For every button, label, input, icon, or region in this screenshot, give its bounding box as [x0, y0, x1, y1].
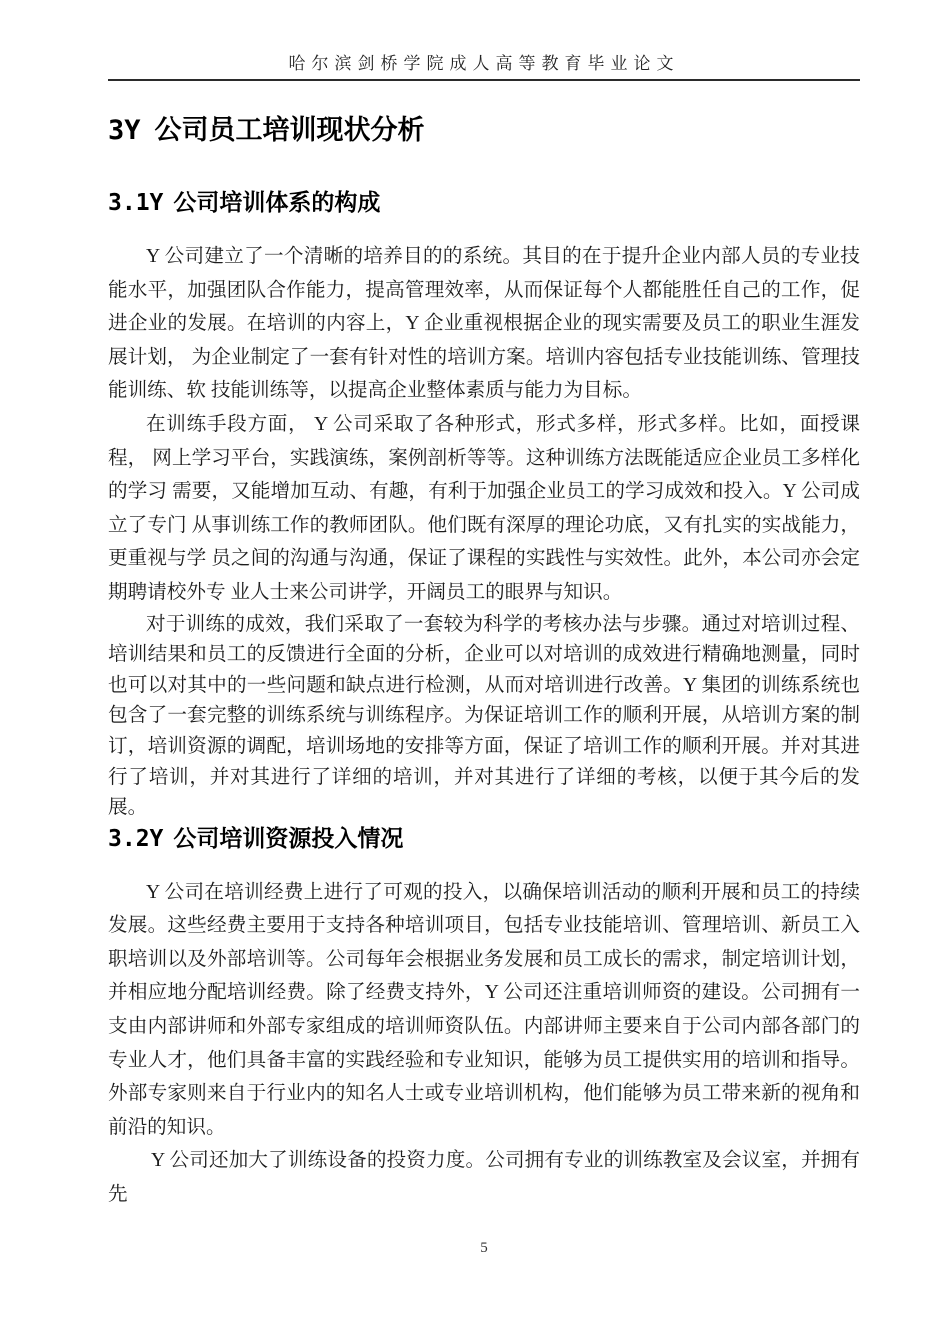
- paragraph-3-2-2: Y 公司还加大了训练设备的投资力度。公司拥有专业的训练教室及会议室，并拥有先: [108, 1150, 860, 1206]
- paragraph-3-1-2: 在训练手段方面， Y 公司采取了各种形式，形式多样，形式多样。比如，面授课程， 网上学习平台，实践演练，案例剖析等等。这种训练方法既能适应企业员工多样化的学习 需要，又能增加互动、有趣，有利于加强企业员工的学习成效和投入。Y 公司成立了专门 从事训练工作的教师团队。他们既有深厚的理论功底，又有扎实的实战能力，更重视与学 员之间的沟通与沟通，保证了课程的实践性与实效性。此外，本公司亦会定期聘请校外专 业人士来公司讲学，开阔员工的眼界与知识。: [108, 413, 860, 603]
- page-content: [108, 0, 860, 1212]
- chapter-number: 3Y: [108, 115, 141, 146]
- section-heading-3-1: [108, 188, 860, 218]
- paragraph-3-1-3: 对于训练的成效，我们采取了一套较为科学的考核办法与步骤。通过对培训过程、培训结果和员工的反馈进行全面的分析，企业可以对培训的成效进行精确地测量，同时也可以对其中的一些问题和缺点进行检测，从而对培训进行改善。Y 集团的训练系统也包含了一套完整的训练系统与训练程序。为保证培训工作的顺利开展，从培训方案的制订，培训资源的调配，培训场地的安排等方面，保证了培训工作的顺利开展。并对其进行了培训，并对其进行了详细的培训，并对其进行了详细的考核，以便于其今后的发展。: [108, 613, 860, 819]
- paragraph-3-2-1: Y 公司在培训经费上进行了可观的投入，以确保培训活动的顺利开展和员工的持续发展。这些经费主要用于支持各种培训项目，包括专业技能培训、管理培训、新员工入职培训以及外部培训等。公司每年会根据业务发展和员工成长的需求，制定培训计划，并相应地分配培训经费。除了经费支持外，Y 公司还注重培训师资的建设。公司拥有一支由内部讲师和外部专家组成的培训师资队伍。内部讲师主要来自于公司内部各部门的专业人才，他们具备丰富的实践经验和专业知识，能够为员工提供实用的培训和指导。外部专家则来自于行业内的知名人士或专业培训机构，他们能够为员工带来新的视角和前沿的知识。: [108, 881, 860, 1138]
- section-3-2-title: 公司培训资源投入情况: [173, 825, 404, 852]
- paragraph-3-1-1: Y 公司建立了一个清晰的培养目的的系统。其目的在于提升企业内部人员的专业技能水平，加强团队合作能力，提高管理效率，从而保证每个人都能胜任自己的工作，促进企业的发展。在培训的内容上，Y 企业重视根据企业的现实需要及员工的职业生涯发展计划， 为企业制定了一套有针对性的培训方案。培训内容包括专业技能训练、管理技能训练、软 技能训练等，以提高企业整体素质与能力为目标。: [108, 246, 860, 402]
- chapter-heading: [108, 114, 860, 148]
- section-3-1-number: 3.1Y: [108, 190, 164, 216]
- page-header: [108, 54, 860, 81]
- header-title: 哈尔滨剑桥学院成人高等教育毕业论文: [288, 54, 680, 73]
- page-footer: [108, 1240, 860, 1257]
- section-heading-3-2: [108, 824, 860, 854]
- page-number: 5: [480, 1240, 488, 1256]
- section-3-2-number: 3.2Y: [108, 825, 164, 852]
- section-3-1-title: 公司培训体系的构成: [173, 190, 381, 216]
- chapter-title: 公司员工培训现状分析: [154, 115, 425, 146]
